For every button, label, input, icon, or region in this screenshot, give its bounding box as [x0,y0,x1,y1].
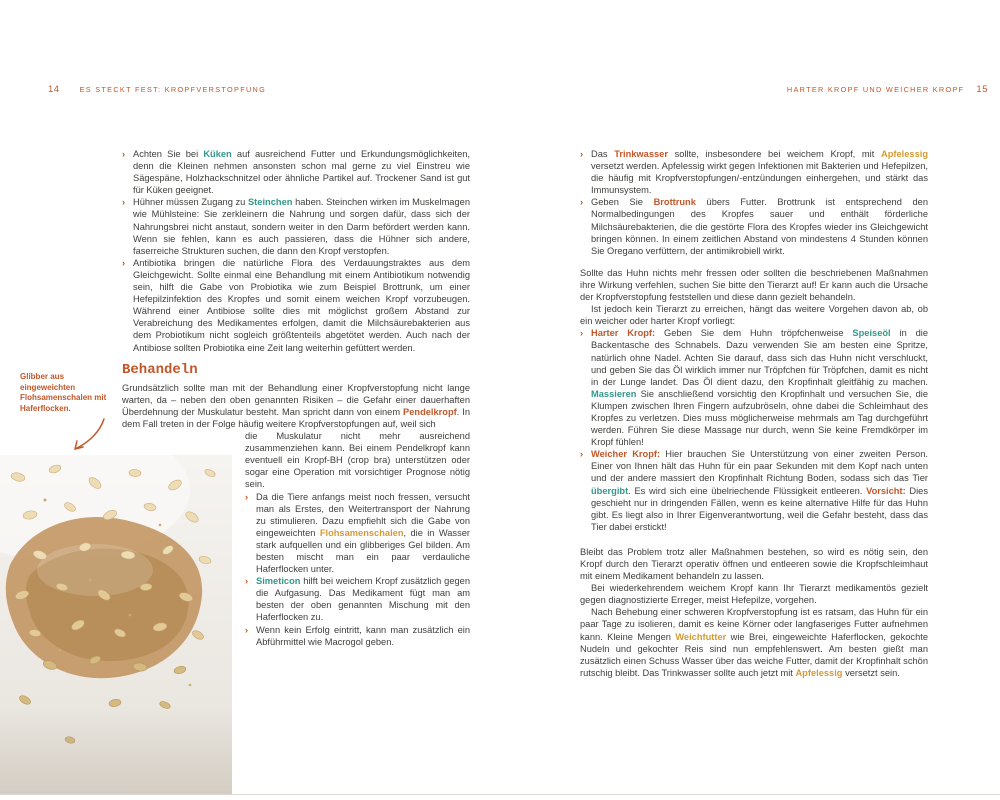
section-heading: Behandeln [122,361,198,378]
list-item [122,148,470,196]
list-item-text: Weicher Kropf: Hier brauchen Sie Unterstützung von einer zweiten Person. Einer von Ihnen hält das Huhn für ein paar Sekunden mit dem Kopf nach unten und der andere massiert den Kropfinhalt Richtung Boden, sodass sich das Tier übergibt. Es wird sich eine übelriechende Flüssigkeit entleeren. Vorsicht: Dies geschieht nur in dringenden Fällen, wenn es keine alternative Hilfe für das Huhn gibt. Es liegt also in Ihrer Eigenverantwortung, weil die Gefahr besteht, dass das Tier dabei erstickt! [591,449,928,532]
list-item [245,575,470,623]
list-item-text: Wenn kein Erfolg eintritt, kann man zusätzlich ein Abführmittel wie Macrogol geben. [256,624,470,647]
list-item-text: Das Trinkwasser sollte, insbesondere bei weichem Kropf, mit Apfelessig versetzt werden. Apfelessig wirkt gegen Infektionen mit Bakterien und Hefepilzen, die häufig mit Kropfverstopfungen/-entzündungen einhergehen, und stärkt das Immunsystem. [591,149,928,196]
running-header: ES STECKT FEST: KROPFVERSTOPFUNG [79,85,267,94]
curved-arrow-down-icon [62,417,108,455]
list-item-text: Antibiotika bringen die natürliche Flora des Verdauungstraktes aus dem Gleichgewicht. Sollte einmal eine Behandlung mit einem Antibiotikum notwendig sein, hilft die Gabe von Probiotika wie zum Beispiel Brottrunk, um einer Hefepilzinfektion des Kropfes und somit einem weichen Kropf vorzubeugen. Während einer Antibiose sollte dies mit möglichst großem Abstand zur Verabreichung des Medikamentes erfolgen, damit die Milchsäurebakterien aus dem Probiotikum nicht sogleich größtenteils abgetötet werden. Auch nach der Antibiose sollten Probiotika eine Zeit lang weiterhin gefüttert werden. [133,257,470,353]
page-number: 15 [976,84,988,95]
list-item-text: Simeticon hilft bei weichem Kropf zusätzlich gegen die Aufgasung. Das Medikament fügt man am besten der oben genannten Mischung mit den Haferflocken zu. [256,576,470,623]
bullet-marker: › [245,491,249,502]
paragraph: Sollte das Huhn nichts mehr fressen oder sollten die beschriebenen Maßnahmen ihre Wirkung verfehlen, suchen Sie bitte den Tierarzt auf! Er kann auch die Ursache der Kropfverstopfung feststellen und diese dann gezielt behandeln. [580,267,928,303]
top-bullet-list [580,148,928,257]
list-item [580,448,928,533]
bullet-marker: › [245,624,249,635]
case-bullet-list [580,327,928,533]
paragraph: Bei wiederkehrendem weichem Kropf kann Ihr Tierarzt medikamentös gezielt gegen diagnostizierte Erreger, meist Hefepilze, vorgehen. [580,583,928,606]
list-item-text: Achten Sie bei Küken auf ausreichend Futter und Erkundungsmöglichkeiten, denn die Kleinen nehmen ansonsten schon mal gerne zu viel Einstreu wie Sägespäne, Holzhackschnitzel oder ähnliche Partikel auf. Trockener Sand ist gut für Küken geeignet. [133,149,471,196]
bullet-marker: › [580,328,584,339]
paragraph: Ist jedoch kein Tierarzt zu erreichen, hängt das weitere Vorgehen davon ab, ob ein weicher oder harter Kropf vorliegt: [580,304,928,327]
paragraph: Bleibt das Problem trotz aller Maßnahmen bestehen, so wird es nötig sein, den Kropf durch den Tierarzt operativ öffnen und entleeren sowie die Kropfschleimhaut mit einem Medikament behandeln zu lassen. [580,546,928,582]
list-item-text: Da die Tiere anfangs meist noch fressen, versucht man als Erstes, den Weitertransport der Nahrung zu stimulieren. Dazu empfiehlt sich die Gabe von eingeweichten Flohsamenschalen, die in Wasser stark aufquellen und ein glibberiges Gel bilden. Am besten mischt man ein paar verdauliche Haferflocken unter. [256,491,470,575]
list-item [245,624,470,648]
bullet-marker: › [580,197,584,208]
list-item [580,148,928,196]
page-bottom-edge [0,794,1000,795]
bullet-marker: › [580,149,584,159]
margin-note [20,372,112,455]
bullet-marker: › [122,197,126,208]
paragraph: die Muskulatur nicht mehr ausreichend zusammenziehen kann. Bei einem Pendelkropf kann eventuell ein Kropf-BH (crop bra) unterstützen oder sogar eine Operation mit vorsichtiger Prognose nötig sein. [245,431,470,490]
list-item [580,327,928,448]
list-item [580,196,928,256]
bullet-marker: › [580,449,584,460]
paragraph: Nach Behebung einer schweren Kropfverstopfung ist es ratsam, das Huhn für ein paar Tage zu isolieren, damit es keine Körner oder langfaseriges Futter aufnehmen kann. Kleine Mengen Weichfutter wie Brei, eingeweichte Haferflocken, gekochte Nudeln und gekochter Reis sind nun empfehlenswert. Am besten gießt man zusätzlich einen Schuss Wasser über das weiche Futter, damit der Kropfinhalt schön rutschig bleibt. Das Trinkwasser sollte auch jetzt mit Apfelessig versetzt sein. [580,607,928,678]
bullet-marker: › [245,576,249,587]
list-item [122,257,470,354]
intro-bullet-list [122,148,470,354]
paragraph: Grundsätzlich sollte man mit der Behandlung einer Kropfverstopfung nicht lange warten, da – neben den oben genannten Risiken – die Gefahr einer dauerhaften Überdehnung der Muskulatur besteht. Man spricht dann von einem Pendelkropf. In dem Fall treten in der Folge häufig weitere Kropfverstopfungen auf, weil sich [122,382,470,429]
list-item-text: Harter Kropf: Geben Sie dem Huhn tröpfchenweise Speiseöl in die Backentasche des Schnabels. Dazu verwenden Sie am besten eine Spritze, natürlich ohne Nadel. Achten Sie darauf, dass sich das Huhn nicht verschluckt, und geben Sie das Öl wirklich immer nur Tröpfchen für Tröpfchen, damit es nicht in der Lunge landet. Das Öl dient dazu, den Kropfinhalt gleitfähig zu machen. Massieren Sie anschließend vorsichtig den Kropfinhalt und versuchen Sie, die Klumpen zwischen Ihren Fingern aufzubröseln, ohne dabei die Schleimhaut des Kropfes zu verletzen. Dies muss möglicherweise mehrmals am Tag durchgeführt werden. Führen Sie diese Massage nur durch, wenn Sie keine Fremdkörper im Kropf fühlen! [591,328,928,448]
text-wrapped-beside-photo [245,430,470,648]
list-item [245,491,470,576]
right-page-column [580,148,928,679]
list-item [122,196,470,256]
running-head-right [787,84,988,95]
bullet-marker: › [122,149,126,159]
left-page-column [122,148,470,648]
running-head-left [48,84,266,95]
bullet-marker: › [122,257,126,268]
list-item-text: Hühner müssen Zugang zu Steinchen haben. Steinchen wirken im Muskelmagen wie Mühlsteine: Sie zerkleinern die Nahrung und sorgen dafür, dass sich der Nahrungsbrei nicht anstaut, sondern weiter in den Darm befördert werden kann. Wenn sie fehlen, kann es auch passieren, dass die Hühner sich andere, faserreiche Strukturen suchen, die dann den Kropf verstopfen. [133,197,470,256]
treatment-bullet-list [245,491,470,648]
running-header: HARTER KROPF UND WEICHER KROPF [786,85,965,94]
page-number: 14 [48,84,60,95]
list-item-text: Geben Sie Brottrunk übers Futter. Brottrunk ist entsprechend den Normalbedingungen des Kropfes sauer und enthält förderliche Milchsäurebakterien, die die gestörte Flora des Kropfes wieder ins Gleichgewicht bringen können. In einem zeitlichen Abstand von mindestens 4 Stunden können Sie Oregano verfüttern, der antimikrobiell wirkt. [591,197,928,256]
margin-note-text: Glibber aus eingeweichten Flohsamenschalen mit Haferflocken. [20,372,107,413]
